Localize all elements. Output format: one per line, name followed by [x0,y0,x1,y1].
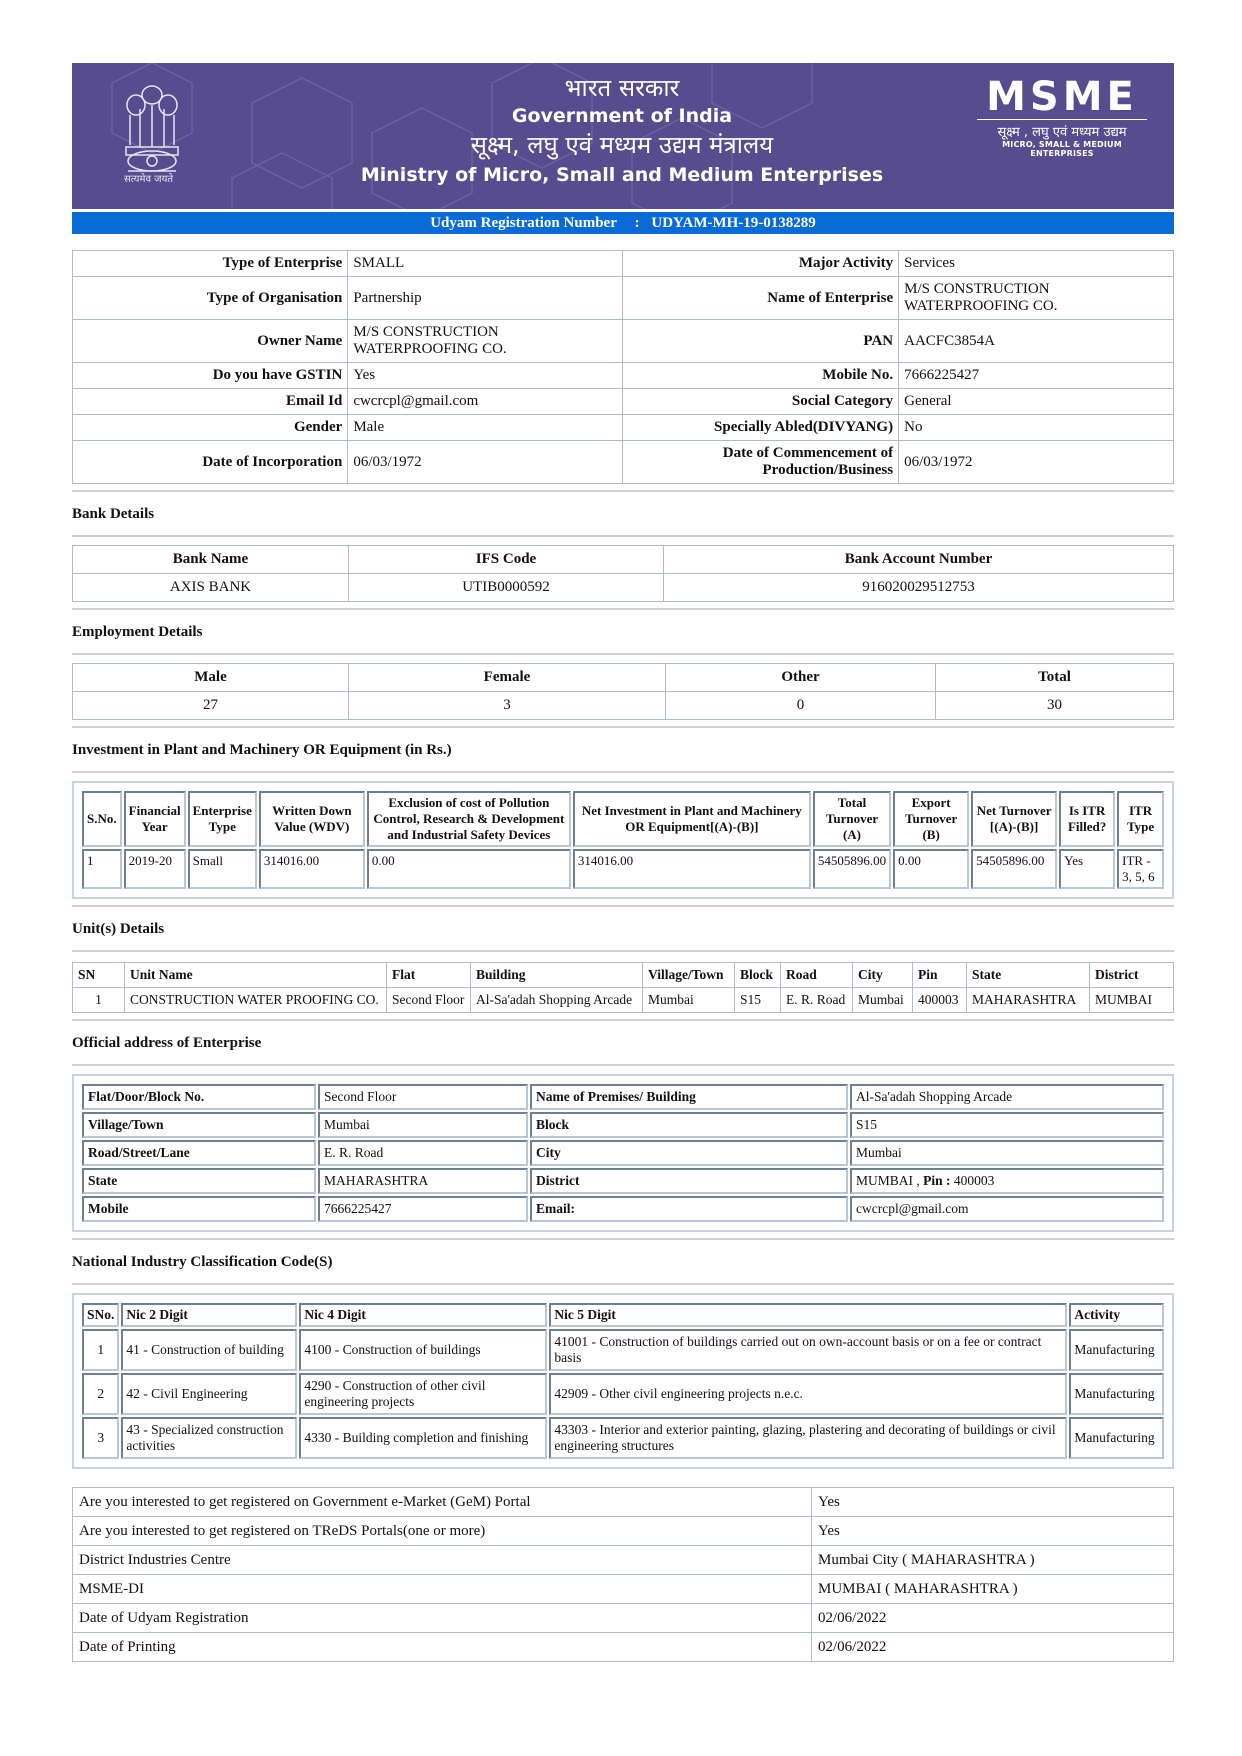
nic-cell: 3 [82,1417,119,1459]
summary-row [73,1488,1174,1517]
female-header: Female [349,664,666,692]
summary-row [73,1517,1174,1546]
info-value: cwcrcpl@gmail.com [348,389,623,415]
other-count: 0 [666,692,936,720]
investment-cell: 54505896.00 [813,849,891,889]
bank-details-title: Bank Details [72,506,155,522]
female-count: 3 [349,692,666,720]
address-value-text: Mumbai [856,1145,902,1160]
bank-header-row [73,546,1174,574]
address-value [850,1140,1164,1166]
info-label: PAN [623,320,899,363]
nic-table [80,1301,1166,1461]
info-row [73,363,1174,389]
investment-cell: 1 [82,849,122,889]
official-address-title: Official address of Enterprise [72,1035,262,1051]
male-count: 27 [73,692,349,720]
divider [72,1238,1174,1240]
investment-header-cell: Enterprise Type [188,791,257,847]
investment-cell: 314016.00 [259,849,365,889]
bank-value-row [73,574,1174,602]
info-label: Type of Organisation [73,277,348,320]
summary-question: MSME-DI [73,1575,812,1604]
investment-header-row [82,791,1164,847]
info-value: 06/03/1972 [899,441,1174,484]
investment-cell: 54505896.00 [971,849,1057,889]
info-value: 06/03/1972 [348,441,623,484]
address-value: E. R. Road [318,1140,528,1166]
divider [72,1283,1174,1285]
total-header: Total [936,664,1174,692]
total-count: 30 [936,692,1174,720]
address-value-text: MUMBAI , [856,1173,920,1188]
address-value-text: S15 [856,1117,878,1132]
summary-answer: Yes [812,1517,1174,1546]
msme-logo-mark: MSME [977,77,1147,120]
investment-header-cell: Total Turnover (A) [813,791,891,847]
info-value: AACFC3854A [899,320,1174,363]
unit-cell: MAHARASHTRA [967,988,1090,1013]
info-row [73,441,1174,484]
investment-cell: Small [188,849,257,889]
investment-cell: 0.00 [367,849,571,889]
divider [72,1019,1174,1021]
investment-cell: 2019-20 [124,849,186,889]
unit-cell: Mumbai [853,988,913,1013]
address-value [850,1168,1164,1194]
investment-header-cell: Net Turnover [(A)-(B)] [971,791,1057,847]
address-label: City [530,1140,848,1166]
investment-row [82,849,1164,889]
info-value: Male [348,415,623,441]
english-government-title: Government of India [511,105,733,127]
address-value [850,1084,1164,1110]
investment-cell: Yes [1059,849,1115,889]
unit-cell: MUMBAI [1090,988,1174,1013]
unit-header-cell: City [853,963,913,988]
investment-header-cell: Exclusion of cost of Pollution Control, Research & Development and Industrial Safety Devices [367,791,571,847]
address-row [82,1112,1164,1138]
address-value-text: cwcrcpl@gmail.com [856,1201,969,1216]
pin-label: Pin : [923,1173,951,1188]
ifs-code: UTIB0000592 [349,574,664,602]
units-title: Unit(s) Details [72,921,165,937]
official-address-table [80,1082,1166,1224]
nic-cell: 1 [82,1329,119,1371]
address-value: MAHARASHTRA [318,1168,528,1194]
summary-question: Are you interested to get registered on Government e-Market (GeM) Portal [73,1488,812,1517]
other-header: Other [666,664,936,692]
unit-header-cell: Road [781,963,853,988]
unit-header-cell: State [967,963,1090,988]
nic-row [82,1417,1164,1459]
employment-value-row [73,692,1174,720]
info-row [73,320,1174,363]
investment-header-cell: ITR Type [1117,791,1164,847]
english-ministry-title: Ministry of Micro, Small and Medium Enterprises [360,164,884,186]
summary-answer: Yes [812,1488,1174,1517]
address-label: Block [530,1112,848,1138]
unit-cell: Al-Sa'adah Shopping Arcade [471,988,643,1013]
info-label: Gender [73,415,348,441]
nic-header-cell: Nic 5 Digit [549,1303,1067,1327]
investment-header-cell: Is ITR Filled? [1059,791,1115,847]
official-address-wrapper [72,1074,1174,1232]
ifs-code-header: IFS Code [349,546,664,574]
divider [72,950,1174,952]
nic-table-wrapper [72,1293,1174,1469]
info-value: SMALL [348,251,623,277]
bank-details-table [72,545,1174,602]
info-row [73,415,1174,441]
units-header-row [73,963,1174,988]
address-label: Village/Town [82,1112,316,1138]
info-row [73,277,1174,320]
units-table [72,962,1174,1013]
nic-cell: 42909 - Other civil engineering projects n.e.c. [549,1373,1067,1415]
address-label: Road/Street/Lane [82,1140,316,1166]
nic-cell: 41 - Construction of building [121,1329,297,1371]
emblem-motto: सत्यमेव जयते [124,174,174,185]
registration-number: UDYAM-MH-19-0138289 [651,215,816,231]
investment-cell: 314016.00 [573,849,811,889]
address-label: Mobile [82,1196,316,1222]
info-label: Date of Commencement of Production/Business [623,441,899,484]
male-header: Male [73,664,349,692]
investment-header-cell: Written Down Value (WDV) [259,791,365,847]
account-number-header: Bank Account Number [664,546,1174,574]
info-value: No [899,415,1174,441]
address-row [82,1084,1164,1110]
nic-title: National Industry Classification Code(S) [72,1254,333,1270]
info-label: Email Id [73,389,348,415]
nic-cell: Manufacturing [1069,1417,1164,1459]
info-label: Name of Enterprise [623,277,899,320]
unit-cell: E. R. Road [781,988,853,1013]
divider [72,726,1174,728]
unit-header-cell: Village/Town [643,963,735,988]
divider [72,535,1174,537]
investment-cell: ITR - 3, 5, 6 [1117,849,1164,889]
unit-cell: 1 [73,988,125,1013]
nic-cell: Manufacturing [1069,1373,1164,1415]
unit-cell: Second Floor [387,988,471,1013]
investment-header-cell: Export Turnover (B) [893,791,969,847]
address-value [850,1112,1164,1138]
unit-header-cell: Building [471,963,643,988]
unit-header-cell: Block [735,963,781,988]
info-value: General [899,389,1174,415]
msme-logo [977,74,1147,158]
nic-header-row [82,1303,1164,1327]
info-label: Date of Incorporation [73,441,348,484]
header-banner [72,63,1174,209]
investment-header-cell: Financial Year [124,791,186,847]
unit-cell: CONSTRUCTION WATER PROOFING CO. [125,988,387,1013]
summary-row [73,1604,1174,1633]
divider [72,608,1174,610]
nic-cell: 41001 - Construction of buildings carried out on own-account basis or on a fee or contract basis [549,1329,1067,1371]
hindi-government-title: भारत सरकार [564,74,680,102]
summary-row [73,1575,1174,1604]
nic-cell: 43303 - Interior and exterior painting, glazing, plastering and decorating of buildings or civil engineering structures [549,1417,1067,1459]
pin-value: 400003 [953,1173,995,1188]
info-value: M/S CONSTRUCTION WATERPROOFING CO. [899,277,1174,320]
address-value: Mumbai [318,1112,528,1138]
info-label: Owner Name [73,320,348,363]
info-row [73,389,1174,415]
address-value: 7666225427 [318,1196,528,1222]
info-value: Partnership [348,277,623,320]
unit-cell: 400003 [913,988,967,1013]
account-number: 916020029512753 [664,574,1174,602]
msme-logo-hindi: सूक्ष्म , लघु एवं मध्यम उद्यम [997,125,1127,140]
summary-question: Date of Udyam Registration [73,1604,812,1633]
info-label: Specially Abled(DIVYANG) [623,415,899,441]
investment-title: Investment in Plant and Machinery OR Equipment (in Rs.) [72,742,452,758]
info-label: Type of Enterprise [73,251,348,277]
udyam-certificate [72,63,1174,1662]
investment-table [80,789,1166,891]
nic-header-cell: Activity [1069,1303,1164,1327]
unit-cell: Mumbai [643,988,735,1013]
divider [72,1064,1174,1066]
summary-row [73,1633,1174,1662]
unit-row [73,988,1174,1013]
unit-header-cell: District [1090,963,1174,988]
info-value: M/S CONSTRUCTION WATERPROOFING CO. [348,320,623,363]
divider [72,771,1174,773]
unit-header-cell: Flat [387,963,471,988]
divider [72,490,1174,492]
bank-name-header: Bank Name [73,546,349,574]
nic-header-cell: Nic 2 Digit [121,1303,297,1327]
summary-answer: MUMBAI ( MAHARASHTRA ) [812,1575,1174,1604]
nic-header-cell: SNo. [82,1303,119,1327]
info-value: Services [899,251,1174,277]
nic-cell: 42 - Civil Engineering [121,1373,297,1415]
info-label: Mobile No. [623,363,899,389]
unit-header-cell: Pin [913,963,967,988]
registration-number-label: Udyam Registration Number [430,215,617,231]
divider [72,905,1174,907]
summary-question: Are you interested to get registered on TReDS Portals(one or more) [73,1517,812,1546]
employment-details-title: Employment Details [72,624,203,640]
summary-answer: 02/06/2022 [812,1633,1174,1662]
info-label: Major Activity [623,251,899,277]
unit-header-cell: SN [73,963,125,988]
address-row [82,1196,1164,1222]
address-value [850,1196,1164,1222]
address-value: Second Floor [318,1084,528,1110]
hindi-ministry-title: सूक्ष्म, लघु एवं मध्यम उद्यम मंत्रालय [470,131,774,159]
summary-answer: Mumbai City ( MAHARASHTRA ) [812,1546,1174,1575]
info-value: 7666225427 [899,363,1174,389]
info-value: Yes [348,363,623,389]
enterprise-info-table [72,250,1174,484]
address-label: Email: [530,1196,848,1222]
ministry-title [322,73,922,189]
info-label: Do you have GSTIN [73,363,348,389]
unit-header-cell: Unit Name [125,963,387,988]
nic-cell: 4330 - Building completion and finishing [299,1417,547,1459]
employment-table [72,663,1174,720]
unit-cell: S15 [735,988,781,1013]
nic-row [82,1373,1164,1415]
bank-name: AXIS BANK [73,574,349,602]
address-label: District [530,1168,848,1194]
registration-number-bar [72,212,1174,234]
msme-logo-english: MICRO, SMALL & MEDIUM ENTERPRISES [1002,140,1122,158]
investment-header-cell: S.No. [82,791,122,847]
info-row [73,251,1174,277]
nic-header-cell: Nic 4 Digit [299,1303,547,1327]
nic-cell: Manufacturing [1069,1329,1164,1371]
summary-question: District Industries Centre [73,1546,812,1575]
nic-cell: 43 - Specialized construction activities [121,1417,297,1459]
address-label: State [82,1168,316,1194]
address-row [82,1140,1164,1166]
nic-cell: 4100 - Construction of buildings [299,1329,547,1371]
divider [72,653,1174,655]
address-label: Flat/Door/Block No. [82,1084,316,1110]
registration-summary-table [72,1487,1174,1662]
nic-cell: 4290 - Construction of other civil engineering projects [299,1373,547,1415]
info-label: Social Category [623,389,899,415]
employment-header-row [73,664,1174,692]
address-row [82,1168,1164,1194]
nic-cell: 2 [82,1373,119,1415]
investment-header-cell: Net Investment in Plant and Machinery OR Equipment[(A)-(B)] [573,791,811,847]
address-label: Name of Premises/ Building [530,1084,848,1110]
summary-answer: 02/06/2022 [812,1604,1174,1633]
address-value-text: Al-Sa'adah Shopping Arcade [856,1089,1013,1104]
nic-row [82,1329,1164,1371]
investment-cell: 0.00 [893,849,969,889]
summary-question: Date of Printing [73,1633,812,1662]
investment-table-wrapper [72,781,1174,899]
registration-separator: : [634,215,640,231]
summary-row [73,1546,1174,1575]
